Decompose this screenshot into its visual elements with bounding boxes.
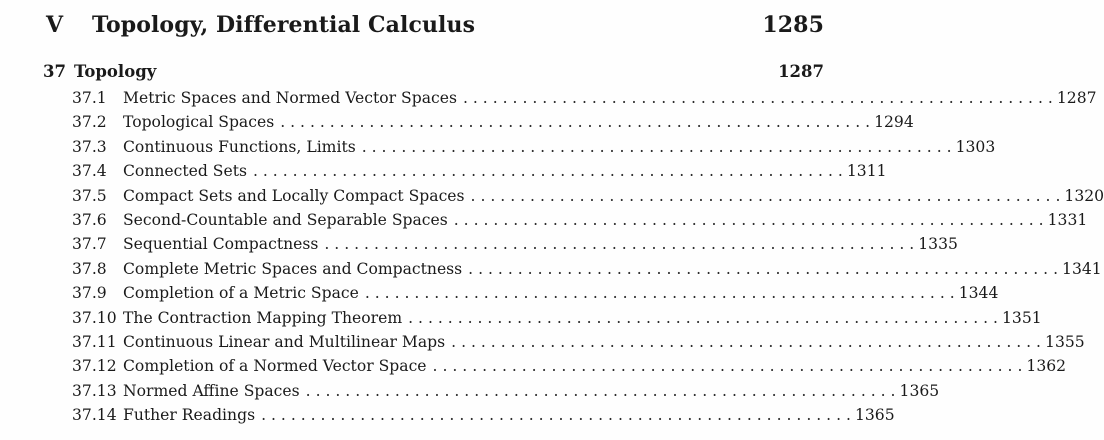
dot-leader: . . . . . . . . . . . . . . . . . . . . . . . . . . . . . . . . . . . . . . . . . . . . . . . . . . . . . . . . . . . .	[408, 308, 998, 327]
section-page-number: 1362	[1026, 357, 1067, 376]
dot-leader: . . . . . . . . . . . . . . . . . . . . . . . . . . . . . . . . . . . . . . . . . . . . . . . . . . . . . . . . . . . .	[453, 210, 1044, 229]
toc-entry	[72, 330, 1085, 354]
section-number: 37.6	[72, 210, 107, 229]
toc-entry	[72, 86, 1097, 110]
dot-leader: . . . . . . . . . . . . . . . . . . . . . . . . . . . . . . . . . . . . . . . . . . . . . . . . . . . . . . . . . . . .	[305, 381, 896, 400]
section-page-number: 1320	[1064, 186, 1104, 205]
toc-entry	[72, 354, 1067, 378]
section-title: Completion of a Metric Space	[123, 284, 359, 303]
section-page-number: 1303	[955, 137, 996, 156]
section-title: Continuous Functions, Limits	[123, 137, 356, 156]
section-page-number: 1294	[874, 113, 914, 132]
toc-entry	[72, 159, 887, 183]
section-title: Futher Readings	[123, 406, 256, 425]
section-page-number: 1311	[846, 162, 887, 181]
section-page-number: 1365	[899, 381, 940, 400]
part-title: Topology, Differential Calculus	[92, 12, 476, 38]
part-heading	[46, 12, 824, 42]
section-page-number: 1287	[1056, 89, 1097, 107]
section-page-number: 1344	[958, 284, 999, 303]
toc-entry	[72, 184, 1104, 208]
section-title: Sequential Compactness	[123, 235, 319, 254]
section-page-number: 1365	[854, 406, 895, 425]
section-page-number: 1355	[1045, 332, 1085, 351]
section-page-number: 1331	[1047, 210, 1088, 229]
section-title: Complete Metric Spaces and Compactness	[123, 259, 463, 278]
dot-leader: . . . . . . . . . . . . . . . . . . . . . . . . . . . . . . . . . . . . . . . . . . . . . . . . . . . . . . . . . . . .	[451, 332, 1042, 351]
section-number: 37.7	[72, 235, 107, 254]
section-title: Continuous Linear and Multilinear Maps	[123, 332, 446, 351]
section-number: 37.11	[72, 332, 117, 351]
section-title: The Contraction Mapping Theorem	[123, 308, 403, 327]
chapter-title: Topology	[74, 62, 157, 81]
section-number: 37.3	[72, 137, 107, 156]
toc-entry	[72, 135, 996, 159]
section-list	[72, 86, 1104, 427]
part-page-number: 1285	[762, 12, 824, 38]
section-title: Metric Spaces and Normed Vector Spaces	[123, 89, 457, 107]
toc-entry	[72, 208, 1088, 232]
dot-leader: . . . . . . . . . . . . . . . . . . . . . . . . . . . . . . . . . . . . . . . . . . . . . . . . . . . . . . . . . . . .	[468, 259, 1059, 278]
section-number: 37.2	[72, 113, 107, 132]
dot-leader: . . . . . . . . . . . . . . . . . . . . . . . . . . . . . . . . . . . . . . . . . . . . . . . . . . . . . . . . . . . .	[462, 89, 1053, 107]
section-title: Completion of a Normed Vector Space	[123, 357, 427, 376]
section-number: 37.14	[72, 406, 117, 425]
dot-leader: . . . . . . . . . . . . . . . . . . . . . . . . . . . . . . . . . . . . . . . . . . . . . . . . . . . . . . . . . . . .	[470, 186, 1061, 205]
toc-entry	[72, 257, 1102, 281]
section-title: Connected Sets	[123, 162, 247, 181]
dot-leader: . . . . . . . . . . . . . . . . . . . . . . . . . . . . . . . . . . . . . . . . . . . . . . . . . . . . . . . . . . . .	[261, 406, 851, 425]
part-number: V	[46, 12, 64, 38]
section-number: 37.5	[72, 186, 107, 205]
toc-entry	[72, 281, 999, 305]
section-number: 37.10	[72, 308, 117, 327]
dot-leader: . . . . . . . . . . . . . . . . . . . . . . . . . . . . . . . . . . . . . . . . . . . . . . . . . . . . . . . . . . . .	[432, 357, 1023, 376]
section-number: 37.9	[72, 284, 107, 303]
section-number: 37.13	[72, 381, 117, 400]
dot-leader: . . . . . . . . . . . . . . . . . . . . . . . . . . . . . . . . . . . . . . . . . . . . . . . . . . . . . . . . . . . .	[361, 137, 952, 156]
toc-entry	[72, 403, 895, 427]
section-number: 37.8	[72, 259, 107, 278]
dot-leader: . . . . . . . . . . . . . . . . . . . . . . . . . . . . . . . . . . . . . . . . . . . . . . . . . . . . . . . . . . . .	[280, 113, 871, 132]
section-title: Topological Spaces	[123, 113, 275, 132]
section-title: Normed Affine Spaces	[123, 381, 300, 400]
toc-entry	[72, 379, 940, 403]
section-page-number: 1351	[1002, 308, 1042, 327]
dot-leader: . . . . . . . . . . . . . . . . . . . . . . . . . . . . . . . . . . . . . . . . . . . . . . . . . . . . . . . . . . . .	[252, 162, 843, 181]
section-title: Compact Sets and Locally Compact Spaces	[123, 186, 465, 205]
toc-entry	[72, 110, 914, 134]
dot-leader: . . . . . . . . . . . . . . . . . . . . . . . . . . . . . . . . . . . . . . . . . . . . . . . . . . . . . . . . . . . .	[364, 284, 955, 303]
chapter-page-number: 1287	[778, 62, 824, 81]
chapter-number: 37	[43, 62, 66, 81]
section-number: 37.4	[72, 162, 107, 181]
section-number: 37.12	[72, 357, 117, 376]
dot-leader: . . . . . . . . . . . . . . . . . . . . . . . . . . . . . . . . . . . . . . . . . . . . . . . . . . . . . . . . . . . .	[324, 235, 915, 254]
toc-entry	[72, 306, 1042, 330]
section-page-number: 1335	[918, 235, 958, 254]
section-number: 37.1	[72, 89, 107, 107]
section-page-number: 1341	[1062, 259, 1102, 278]
section-title: Second-Countable and Separable Spaces	[123, 210, 448, 229]
chapter-heading	[43, 62, 824, 84]
toc-entry	[72, 232, 958, 256]
